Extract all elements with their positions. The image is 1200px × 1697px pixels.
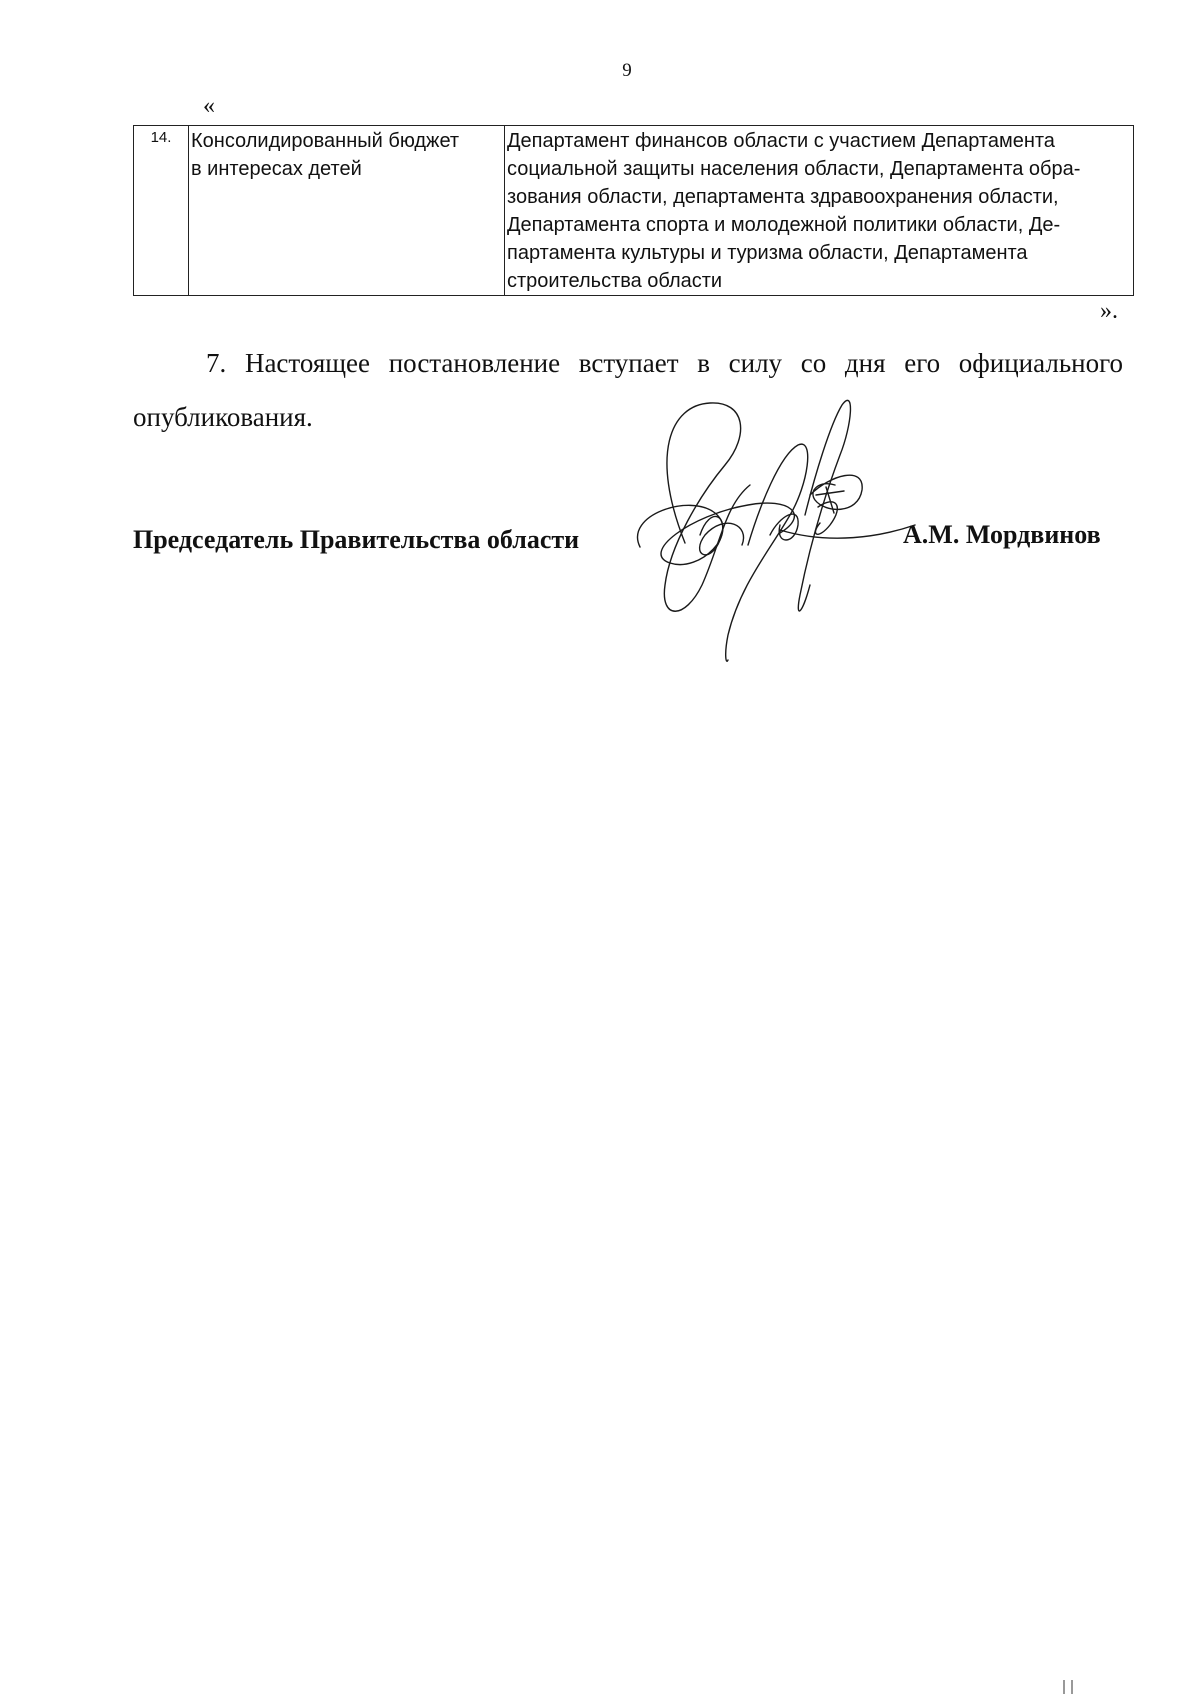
responsible-executor-cell <box>505 126 1134 296</box>
signatory-name: А.М. Мордвинов <box>903 520 1101 549</box>
executor-line: партамента культуры и туризма области, Департамента <box>507 242 1028 264</box>
executor-line: строительства области <box>507 270 723 292</box>
executor-line: Департамент финансов области с участием Департамента <box>507 130 1055 152</box>
effective-date-paragraph-line: опубликования. <box>133 402 313 432</box>
executor-line: зования области, департамента здравоохранения области, <box>507 186 1059 208</box>
closing-quote-mark: ». <box>1100 298 1118 324</box>
agency-table <box>133 125 1134 296</box>
budget-name-line: в интересах детей <box>191 158 362 180</box>
budget-name-line: Консолидированный бюджет <box>191 130 460 152</box>
opening-quote-mark: « <box>203 93 215 119</box>
handwritten-signature <box>630 395 920 670</box>
scan-edge-mark <box>1062 1680 1076 1694</box>
executor-line: Департамента спорта и молодежной политики области, Де- <box>507 214 1061 236</box>
row-number-cell: 14. <box>134 126 189 296</box>
effective-date-paragraph-line: 7. Настоящее постановление вступает в силу со дня его официального <box>206 348 1123 378</box>
table-row <box>134 126 1134 296</box>
budget-name-cell <box>189 126 505 296</box>
page-number: 9 <box>622 60 632 81</box>
signatory-title: Председатель Правительства области <box>133 525 580 554</box>
executor-line: социальной защиты населения области, Департамента обра- <box>507 158 1081 180</box>
